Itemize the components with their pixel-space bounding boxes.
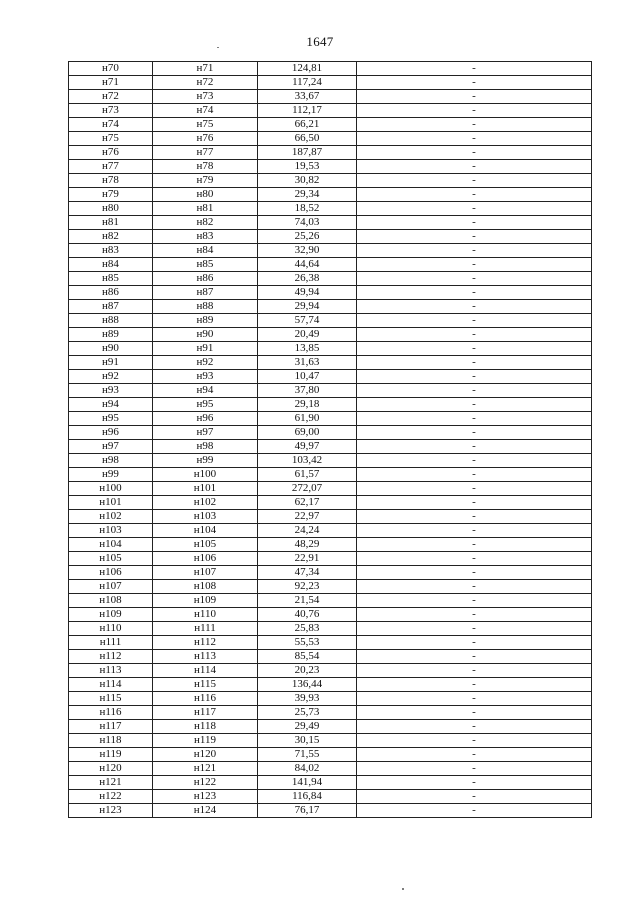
from-point-cell: н89 [69,328,153,342]
note-cell: - [357,804,592,818]
table-row [69,356,592,370]
note-cell: - [357,426,592,440]
distance-cell: 25,83 [258,622,357,636]
table-row [69,720,592,734]
table-row [69,328,592,342]
distance-cell: 71,55 [258,748,357,762]
table-row [69,398,592,412]
table-row [69,776,592,790]
distance-cell: 29,18 [258,398,357,412]
from-point-cell: н120 [69,762,153,776]
note-cell: - [357,580,592,594]
from-point-cell: н76 [69,146,153,160]
to-point-cell: н97 [153,426,258,440]
distance-cell: 112,17 [258,104,357,118]
table-row [69,538,592,552]
distance-cell: 29,34 [258,188,357,202]
note-cell: - [357,566,592,580]
to-point-cell: н98 [153,440,258,454]
note-cell: - [357,678,592,692]
from-point-cell: н109 [69,608,153,622]
note-cell: - [357,272,592,286]
distance-cell: 103,42 [258,454,357,468]
table-row [69,132,592,146]
note-cell: - [357,622,592,636]
note-cell: - [357,510,592,524]
table-row [69,160,592,174]
distance-cell: 62,17 [258,496,357,510]
from-point-cell: н113 [69,664,153,678]
note-cell: - [357,468,592,482]
to-point-cell: н95 [153,398,258,412]
distance-cell: 22,97 [258,510,357,524]
from-point-cell: н75 [69,132,153,146]
to-point-cell: н74 [153,104,258,118]
to-point-cell: н101 [153,482,258,496]
from-point-cell: н99 [69,468,153,482]
from-point-cell: н115 [69,692,153,706]
note-cell: - [357,90,592,104]
from-point-cell: н106 [69,566,153,580]
distance-cell: 117,24 [258,76,357,90]
to-point-cell: н106 [153,552,258,566]
to-point-cell: н94 [153,384,258,398]
table-row [69,650,592,664]
note-cell: - [357,776,592,790]
from-point-cell: н112 [69,650,153,664]
distance-cell: 26,38 [258,272,357,286]
table-row [69,524,592,538]
table-row [69,76,592,90]
from-point-cell: н73 [69,104,153,118]
from-point-cell: н123 [69,804,153,818]
note-cell: - [357,328,592,342]
to-point-cell: н88 [153,300,258,314]
distance-cell: 66,21 [258,118,357,132]
distance-cell: 92,23 [258,580,357,594]
distance-cell: 20,49 [258,328,357,342]
table-row [69,692,592,706]
table-row [69,678,592,692]
to-point-cell: н121 [153,762,258,776]
to-point-cell: н84 [153,244,258,258]
from-point-cell: н104 [69,538,153,552]
from-point-cell: н94 [69,398,153,412]
from-point-cell: н81 [69,216,153,230]
to-point-cell: н104 [153,524,258,538]
from-point-cell: н107 [69,580,153,594]
distance-cell: 49,97 [258,440,357,454]
from-point-cell: н97 [69,440,153,454]
distance-cell: 272,07 [258,482,357,496]
from-point-cell: н86 [69,286,153,300]
table-row [69,580,592,594]
table-body [69,62,592,818]
from-point-cell: н78 [69,174,153,188]
to-point-cell: н93 [153,370,258,384]
to-point-cell: н100 [153,468,258,482]
note-cell: - [357,202,592,216]
note-cell: - [357,258,592,272]
from-point-cell: н71 [69,76,153,90]
to-point-cell: н80 [153,188,258,202]
note-cell: - [357,706,592,720]
table-row [69,202,592,216]
from-point-cell: н72 [69,90,153,104]
from-point-cell: н87 [69,300,153,314]
note-cell: - [357,650,592,664]
to-point-cell: н81 [153,202,258,216]
table-row [69,342,592,356]
to-point-cell: н99 [153,454,258,468]
note-cell: - [357,118,592,132]
to-point-cell: н122 [153,776,258,790]
table-row [69,384,592,398]
to-point-cell: н105 [153,538,258,552]
note-cell: - [357,552,592,566]
note-cell: - [357,524,592,538]
distance-cell: 136,44 [258,678,357,692]
from-point-cell: н119 [69,748,153,762]
table-row [69,622,592,636]
to-point-cell: н110 [153,608,258,622]
note-cell: - [357,412,592,426]
to-point-cell: н103 [153,510,258,524]
note-cell: - [357,636,592,650]
table-row [69,636,592,650]
to-point-cell: н72 [153,76,258,90]
note-cell: - [357,398,592,412]
distance-cell: 85,54 [258,650,357,664]
note-cell: - [357,454,592,468]
to-point-cell: н112 [153,636,258,650]
to-point-cell: н124 [153,804,258,818]
table-row [69,188,592,202]
to-point-cell: н83 [153,230,258,244]
table-row [69,216,592,230]
table-row [69,706,592,720]
table-row [69,244,592,258]
from-point-cell: н74 [69,118,153,132]
distance-cell: 84,02 [258,762,357,776]
note-cell: - [357,762,592,776]
table-row [69,300,592,314]
to-point-cell: н85 [153,258,258,272]
distance-cell: 21,54 [258,594,357,608]
scan-speck [402,888,404,890]
from-point-cell: н92 [69,370,153,384]
note-cell: - [357,482,592,496]
note-cell: - [357,538,592,552]
to-point-cell: н118 [153,720,258,734]
note-cell: - [357,230,592,244]
to-point-cell: н82 [153,216,258,230]
distance-cell: 76,17 [258,804,357,818]
from-point-cell: н79 [69,188,153,202]
table-row [69,118,592,132]
distance-cell: 187,87 [258,146,357,160]
note-cell: - [357,174,592,188]
distance-cell: 29,49 [258,720,357,734]
table-row [69,608,592,622]
to-point-cell: н78 [153,160,258,174]
distance-cell: 66,50 [258,132,357,146]
distance-cell: 32,90 [258,244,357,258]
to-point-cell: н91 [153,342,258,356]
distance-cell: 116,84 [258,790,357,804]
from-point-cell: н70 [69,62,153,76]
distance-cell: 10,47 [258,370,357,384]
to-point-cell: н71 [153,62,258,76]
note-cell: - [357,132,592,146]
table-row [69,468,592,482]
from-point-cell: н108 [69,594,153,608]
from-point-cell: н93 [69,384,153,398]
to-point-cell: н109 [153,594,258,608]
note-cell: - [357,790,592,804]
table-row [69,370,592,384]
from-point-cell: н82 [69,230,153,244]
note-cell: - [357,440,592,454]
note-cell: - [357,692,592,706]
distance-cell: 24,24 [258,524,357,538]
distance-cell: 20,23 [258,664,357,678]
to-point-cell: н111 [153,622,258,636]
from-point-cell: н96 [69,426,153,440]
from-point-cell: н95 [69,412,153,426]
from-point-cell: н105 [69,552,153,566]
table-row [69,664,592,678]
distance-cell: 57,74 [258,314,357,328]
boundary-points-table [68,61,592,818]
table-row [69,90,592,104]
to-point-cell: н76 [153,132,258,146]
note-cell: - [357,104,592,118]
to-point-cell: н116 [153,692,258,706]
from-point-cell: н114 [69,678,153,692]
to-point-cell: н108 [153,580,258,594]
distance-cell: 31,63 [258,356,357,370]
from-point-cell: н80 [69,202,153,216]
distance-cell: 124,81 [258,62,357,76]
scan-speck [217,47,219,48]
to-point-cell: н123 [153,790,258,804]
to-point-cell: н79 [153,174,258,188]
from-point-cell: н118 [69,734,153,748]
table-row [69,594,592,608]
to-point-cell: н120 [153,748,258,762]
table-row [69,734,592,748]
distance-cell: 61,90 [258,412,357,426]
note-cell: - [357,76,592,90]
to-point-cell: н117 [153,706,258,720]
table-row [69,552,592,566]
to-point-cell: н102 [153,496,258,510]
from-point-cell: н88 [69,314,153,328]
note-cell: - [357,244,592,258]
distance-cell: 29,94 [258,300,357,314]
note-cell: - [357,384,592,398]
note-cell: - [357,160,592,174]
to-point-cell: н75 [153,118,258,132]
distance-cell: 25,26 [258,230,357,244]
table-row [69,790,592,804]
to-point-cell: н90 [153,328,258,342]
distance-cell: 48,29 [258,538,357,552]
note-cell: - [357,734,592,748]
distance-cell: 22,91 [258,552,357,566]
distance-cell: 25,73 [258,706,357,720]
to-point-cell: н119 [153,734,258,748]
table-row [69,762,592,776]
table-row [69,426,592,440]
distance-cell: 69,00 [258,426,357,440]
distance-cell: 74,03 [258,216,357,230]
note-cell: - [357,146,592,160]
from-point-cell: н85 [69,272,153,286]
from-point-cell: н122 [69,790,153,804]
table-row [69,230,592,244]
table-row [69,510,592,524]
table-row [69,440,592,454]
table-row [69,412,592,426]
distance-cell: 141,94 [258,776,357,790]
to-point-cell: н87 [153,286,258,300]
distance-cell: 47,34 [258,566,357,580]
to-point-cell: н92 [153,356,258,370]
note-cell: - [357,300,592,314]
note-cell: - [357,720,592,734]
table-row [69,804,592,818]
from-point-cell: н110 [69,622,153,636]
table-row [69,174,592,188]
note-cell: - [357,188,592,202]
table-row [69,258,592,272]
from-point-cell: н116 [69,706,153,720]
note-cell: - [357,62,592,76]
to-point-cell: н114 [153,664,258,678]
distance-cell: 37,80 [258,384,357,398]
distance-cell: 44,64 [258,258,357,272]
to-point-cell: н77 [153,146,258,160]
note-cell: - [357,664,592,678]
from-point-cell: н121 [69,776,153,790]
to-point-cell: н113 [153,650,258,664]
to-point-cell: н89 [153,314,258,328]
note-cell: - [357,314,592,328]
from-point-cell: н84 [69,258,153,272]
table-row [69,482,592,496]
table-row [69,496,592,510]
from-point-cell: н101 [69,496,153,510]
from-point-cell: н100 [69,482,153,496]
distance-cell: 33,67 [258,90,357,104]
table-row [69,566,592,580]
from-point-cell: н103 [69,524,153,538]
table-row [69,272,592,286]
from-point-cell: н102 [69,510,153,524]
note-cell: - [357,594,592,608]
note-cell: - [357,370,592,384]
from-point-cell: н91 [69,356,153,370]
from-point-cell: н117 [69,720,153,734]
table-row [69,314,592,328]
from-point-cell: н111 [69,636,153,650]
distance-cell: 19,53 [258,160,357,174]
table-row [69,146,592,160]
note-cell: - [357,608,592,622]
table-row [69,286,592,300]
note-cell: - [357,496,592,510]
to-point-cell: н115 [153,678,258,692]
to-point-cell: н96 [153,412,258,426]
page-number: 1647 [306,34,334,49]
distance-cell: 39,93 [258,692,357,706]
table-row [69,104,592,118]
from-point-cell: н98 [69,454,153,468]
to-point-cell: н86 [153,272,258,286]
table-row [69,62,592,76]
distance-cell: 30,15 [258,734,357,748]
distance-cell: 40,76 [258,608,357,622]
distance-cell: 49,94 [258,286,357,300]
distance-cell: 13,85 [258,342,357,356]
to-point-cell: н73 [153,90,258,104]
from-point-cell: н90 [69,342,153,356]
note-cell: - [357,216,592,230]
note-cell: - [357,748,592,762]
note-cell: - [357,286,592,300]
to-point-cell: н107 [153,566,258,580]
distance-cell: 61,57 [258,468,357,482]
distance-cell: 18,52 [258,202,357,216]
table-row [69,748,592,762]
distance-cell: 30,82 [258,174,357,188]
table-row [69,454,592,468]
from-point-cell: н83 [69,244,153,258]
note-cell: - [357,356,592,370]
from-point-cell: н77 [69,160,153,174]
distance-cell: 55,53 [258,636,357,650]
note-cell: - [357,342,592,356]
